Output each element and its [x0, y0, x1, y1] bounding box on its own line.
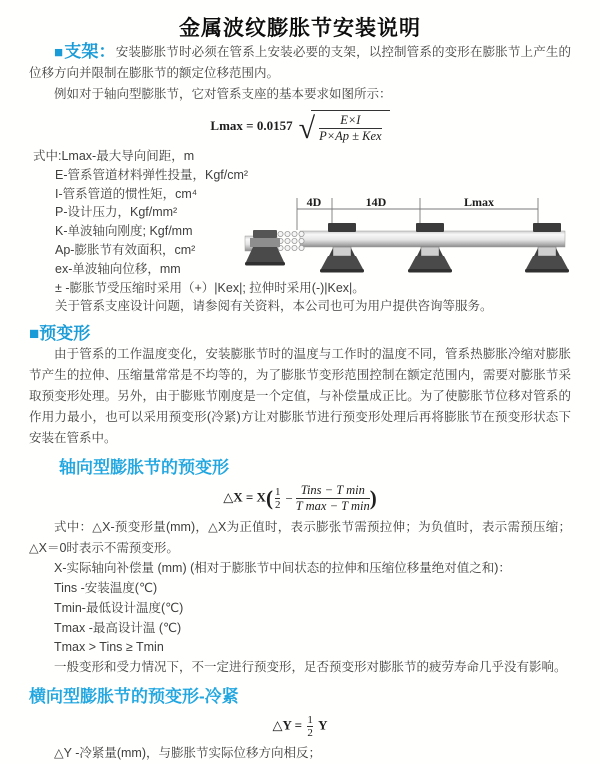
axial-definition-lines [29, 559, 571, 678]
definition-line: K-单波轴向刚度; Kgf/mm [55, 224, 193, 239]
pipe-support [408, 223, 452, 273]
axial-formula-lhs: △X = X [223, 489, 266, 505]
definition-line: X-实际轴向补偿量 (mm) (相对于膨胀节中间状态的拉伸和压缩位移量绝对值之和)： [54, 561, 511, 576]
definition-line: I-管系管道的惯性矩，cm⁴ [55, 186, 198, 201]
definition-line: Tmax > Tins ≥ Tmin [54, 640, 164, 655]
lmax-fraction-numerator: E×I [340, 113, 361, 127]
lmax-fraction [319, 113, 382, 144]
lmax-formula [29, 110, 571, 144]
section-marker-icon: ■ [54, 44, 64, 61]
predeform-heading-label: 预变形 [39, 324, 91, 344]
definition-line: 式中:Lmax-最大导向间距，m [33, 149, 195, 163]
predeform-section-heading [29, 319, 571, 344]
support-intro-paragraph [29, 42, 571, 84]
predeform-paragraph: 由于管系的工作温度变化，安装膨胀节时的温度与工作时的温度不同，管系热膨胀冷缩对膨胀节产生的拉伸、压缩量常常是不均等的，为了膨胀节变形范围控制在额定范围内，需要对膨胀节采取预变形处理。另外，由于膨账节刚度是一个定值，与补偿量成正比。为了使膨胀节位移对管系的作用力最小，也可以采用预变形(冷紧)方让对膨胀节进行预变形处理后再将膨胀节在预变形状态下安装在管系中。 [29, 347, 571, 446]
minus-operator: − [285, 490, 293, 506]
section-marker-icon: ■ [29, 324, 40, 344]
temperature-numerator: Tins − T min [300, 483, 365, 498]
definition-line: ± -膨胀节受压缩时采用（+）|Kex|; 拉伸时采用(-)|Kex|。 [55, 280, 365, 295]
axial-explanation-paragraph: 式中：△X-预变形量(mm)，△X为正值时，表示膨张节需预拉伸；为负值时，表示需预压缩；△X＝0时表示不需预变形。 [29, 520, 571, 556]
pipe-diagram-svg [245, 192, 595, 287]
pipe-support [525, 223, 569, 273]
lateral-subheading: 横向型膨胀节的预变形-冷紧 [29, 686, 239, 706]
dimension-label-lmax: Lmax [464, 195, 494, 209]
lateral-note-line: △Y -冷紧量(mm)，与膨胀节实际位移方向相反； [54, 746, 322, 761]
definition-line: ex-单波轴向位移，mm [55, 261, 181, 276]
axial-subheading: 轴向型膨胀节的预变形 [59, 458, 229, 478]
lmax-formula-lhs: Lmax = 0.0157 [210, 117, 293, 133]
pipe-support-diagram [245, 192, 595, 287]
support-heading-label: 支架： [64, 42, 116, 61]
dimension-label-4d: 4D [306, 195, 322, 209]
definition-line: Tins -安装温度(℃) [54, 580, 158, 595]
support-example-line: 例如对于轴向型膨胀节，它对管系支座的基本要求如图所示： [54, 87, 392, 101]
support-section-heading [54, 42, 116, 61]
axial-formula [29, 483, 571, 514]
page-title: 金属波纹膨胀节安装说明 [179, 17, 421, 40]
pipe-main [300, 231, 565, 247]
definition-line: E-管系管道材料弹性投量，Kgf/cm² [55, 167, 249, 182]
lateral-formula-lhs: △Y = [272, 717, 303, 733]
lmax-fraction-denominator: P×Ap ± Kex [319, 129, 382, 143]
open-paren: ( [265, 486, 273, 511]
pipe-support [320, 223, 364, 273]
close-paren: ) [369, 486, 377, 511]
half-numerator: 1 [274, 486, 281, 499]
definition-line: 一般变形和受力情况下，不一定进行预变形，足否预变形对膨胀节的疲劳寿命几乎没有影响。 [54, 660, 567, 675]
content-area [29, 42, 571, 764]
half-fraction [275, 486, 281, 511]
dimension-label-14d: 14D [365, 195, 387, 209]
temperature-denominator: T max − T min [295, 499, 370, 514]
definition-line: Tmax -最高设计温 (℃) [54, 620, 182, 635]
temperature-fraction [296, 483, 370, 514]
half-denominator: 2 [307, 727, 313, 740]
definition-line: P-设计压力，Kgf/mm² [55, 205, 178, 220]
lateral-formula-rhs: Y [318, 717, 328, 733]
definition-line: Tmin-最低设计温度(℃) [54, 600, 184, 615]
half-fraction [307, 714, 313, 739]
bellows-expansion-joint [278, 231, 304, 250]
lateral-formula [29, 714, 571, 739]
definition-line: Ap-膨胀节有效面积，cm² [55, 242, 196, 257]
support-intro-text: 安装膨胀节时必须在管系上安装必要的支架，以控制管系的变形在膨胀节上产生的位移方向并限制在膨胀节的额定位移范围内。 [29, 45, 572, 80]
definition-line: 关于管系支座设计问题，请参阅有关资料，本公司也可为用户提供咨询等服务。 [55, 299, 493, 314]
sqrt-expression [299, 110, 390, 144]
half-denominator: 2 [274, 499, 281, 512]
half-numerator: 1 [307, 713, 313, 726]
radical-sign: √ [298, 111, 316, 145]
radicand [311, 110, 390, 144]
